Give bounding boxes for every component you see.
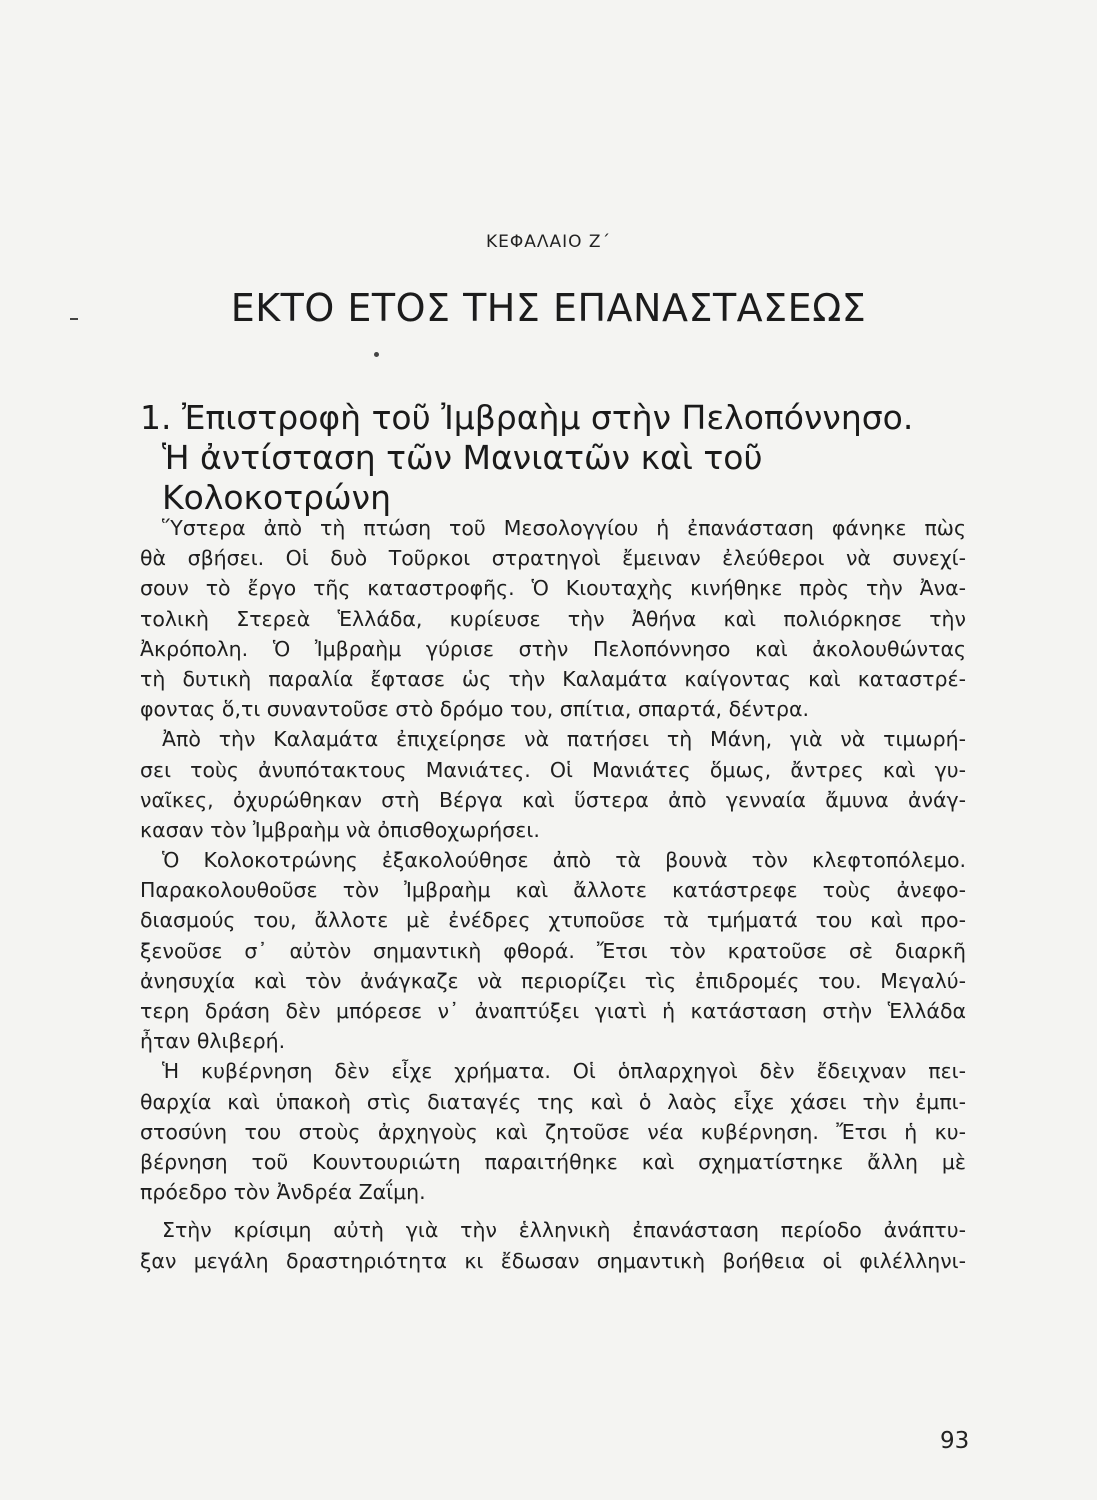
- ink-dot-mark: [374, 352, 379, 357]
- chapter-label: ΚΕΦΑΛΑΙΟ Ζ΄: [485, 232, 612, 252]
- text-line: Ὕστερα ἀπὸ τὴ πτώση τοῦ Μεσολογγίου ἡ ἐπανάσταση φάνηκε πὼς: [162, 516, 966, 540]
- text-line: σουν τὸ ἔργο τῆς καταστροφῆς. Ὁ Κιουταχὴς κινήθηκε πρὸς τὴν Ἀνα-: [140, 576, 966, 601]
- text-line: ἦταν θλιβερή.: [140, 1029, 286, 1054]
- text-line: φοντας ὅ,τι συναντοῦσε στὸ δρόμο του, σπίτια, σπαρτά, δέντρα.: [140, 697, 810, 722]
- text-line: Παρακολουθοῦσε τὸν Ἰμβραὴμ καὶ ἄλλοτε κατάστρεφε τοὺς ἀνεφο-: [140, 878, 966, 903]
- text-line: κασαν τὸν Ἰμβραὴμ νὰ ὀπισθοχωρήσει.: [140, 817, 540, 842]
- text-line: θαρχία καὶ ὑπακοὴ στὶς διαταγές της καὶ ὁ λαὸς εἶχε χάσει τὴν ἐμπι-: [140, 1089, 966, 1114]
- text-line: τολικὴ Στερεὰ Ἑλλάδα, κυρίευσε τὴν Ἀθήνα καὶ πολιόρκησε τὴν: [140, 606, 966, 631]
- text-line: βέρνηση τοῦ Κουντουριώτη παραιτήθηκε καὶ σχηματίστηκε ἄλλη μὲ: [140, 1149, 966, 1174]
- text-line: Στὴν κρίσιμη αὐτὴ γιὰ τὴν ἑλληνικὴ ἐπανάσταση περίοδο ἀνάπτυ-: [162, 1218, 966, 1243]
- text-line: τερη δράση δὲν μπόρεσε ν᾽ ἀναπτύξει γιατὶ ἡ κατάσταση στὴν Ἑλλάδα: [140, 999, 966, 1023]
- section-heading-line-1: 1. Ἐπιστροφὴ τοῦ Ἰμβραὴμ στὴν Πελοπόννησο.: [140, 398, 914, 437]
- text-line: Ὁ Κολοκοτρώνης ἐξακολούθησε ἀπὸ τὰ βουνὰ τὸν κλεφτοπόλεμο.: [162, 848, 966, 873]
- section-heading: [140, 398, 1000, 518]
- text-line: Ἡ κυβέρνηση δὲν εἶχε χρήματα. Οἱ ὁπλαρχηγοὶ δὲν ἔδειχναν πει-: [162, 1059, 966, 1084]
- chapter-title: ΕΚΤΟ ΕΤΟΣ ΤΗΣ ΕΠΑΝΑΣΤΑΣΕΩΣ: [230, 286, 867, 330]
- section-heading-line-2: Ἡ ἀντίσταση τῶν Μανιατῶν καὶ τοῦ Κολοκοτρώνη: [162, 438, 763, 517]
- text-line: πρόεδρο τὸν Ἀνδρέα Ζαΐμη.: [140, 1180, 426, 1205]
- page-number: 93: [940, 1428, 970, 1454]
- text-line: ξενοῦσε σ᾽ αὐτὸν σημαντικὴ φθορά. Ἔτσι τὸν κρατοῦσε σὲ διαρκῆ: [140, 938, 966, 963]
- text-line: Ἀπὸ τὴν Καλαμάτα ἐπιχείρησε νὰ πατήσει τὴ Μάνη, γιὰ νὰ τιμωρή-: [162, 727, 966, 752]
- body-text: [140, 513, 966, 1276]
- text-line: σει τοὺς ἀνυπότακτους Μανιάτες. Οἱ Μανιάτες ὅμως, ἄντρες καὶ γυ-: [140, 757, 966, 782]
- text-line: ναῖκες, ὀχυρώθηκαν στὴ Βέργα καὶ ὕστερα ἀπὸ γενναία ἄμυνα ἀνάγ-: [140, 787, 966, 812]
- text-line: Ἀκρόπολη. Ὁ Ἰμβραὴμ γύρισε στὴν Πελοπόννησο καὶ ἀκολουθώντας: [140, 636, 966, 661]
- text-line: τὴ δυτικὴ παραλία ἔφτασε ὡς τὴν Καλαμάτα καίγοντας καὶ καταστρέ-: [140, 666, 966, 691]
- text-line: ἀνησυχία καὶ τὸν ἀνάγκαζε νὰ περιορίζει τὶς ἐπιδρομές του. Μεγαλύ-: [140, 968, 966, 993]
- text-line: στοσύνη του στοὺς ἀρχηγοὺς καὶ ζητοῦσε νέα κυβέρνηση. Ἔτσι ἡ κυ-: [140, 1119, 966, 1144]
- text-line: ξαν μεγάλη δραστηριότητα κι ἔδωσαν σημαντικὴ βοήθεια οἱ φιλέλληνι-: [140, 1248, 966, 1273]
- text-line: διασμούς του, ἄλλοτε μὲ ἐνέδρες χτυποῦσε τὰ τμήματά του καὶ προ-: [140, 908, 966, 933]
- text-line: θὰ σβήσει. Οἱ δυὸ Τοῦρκοι στρατηγοὶ ἔμειναν ἐλεύθεροι νὰ συνεχί-: [140, 546, 966, 571]
